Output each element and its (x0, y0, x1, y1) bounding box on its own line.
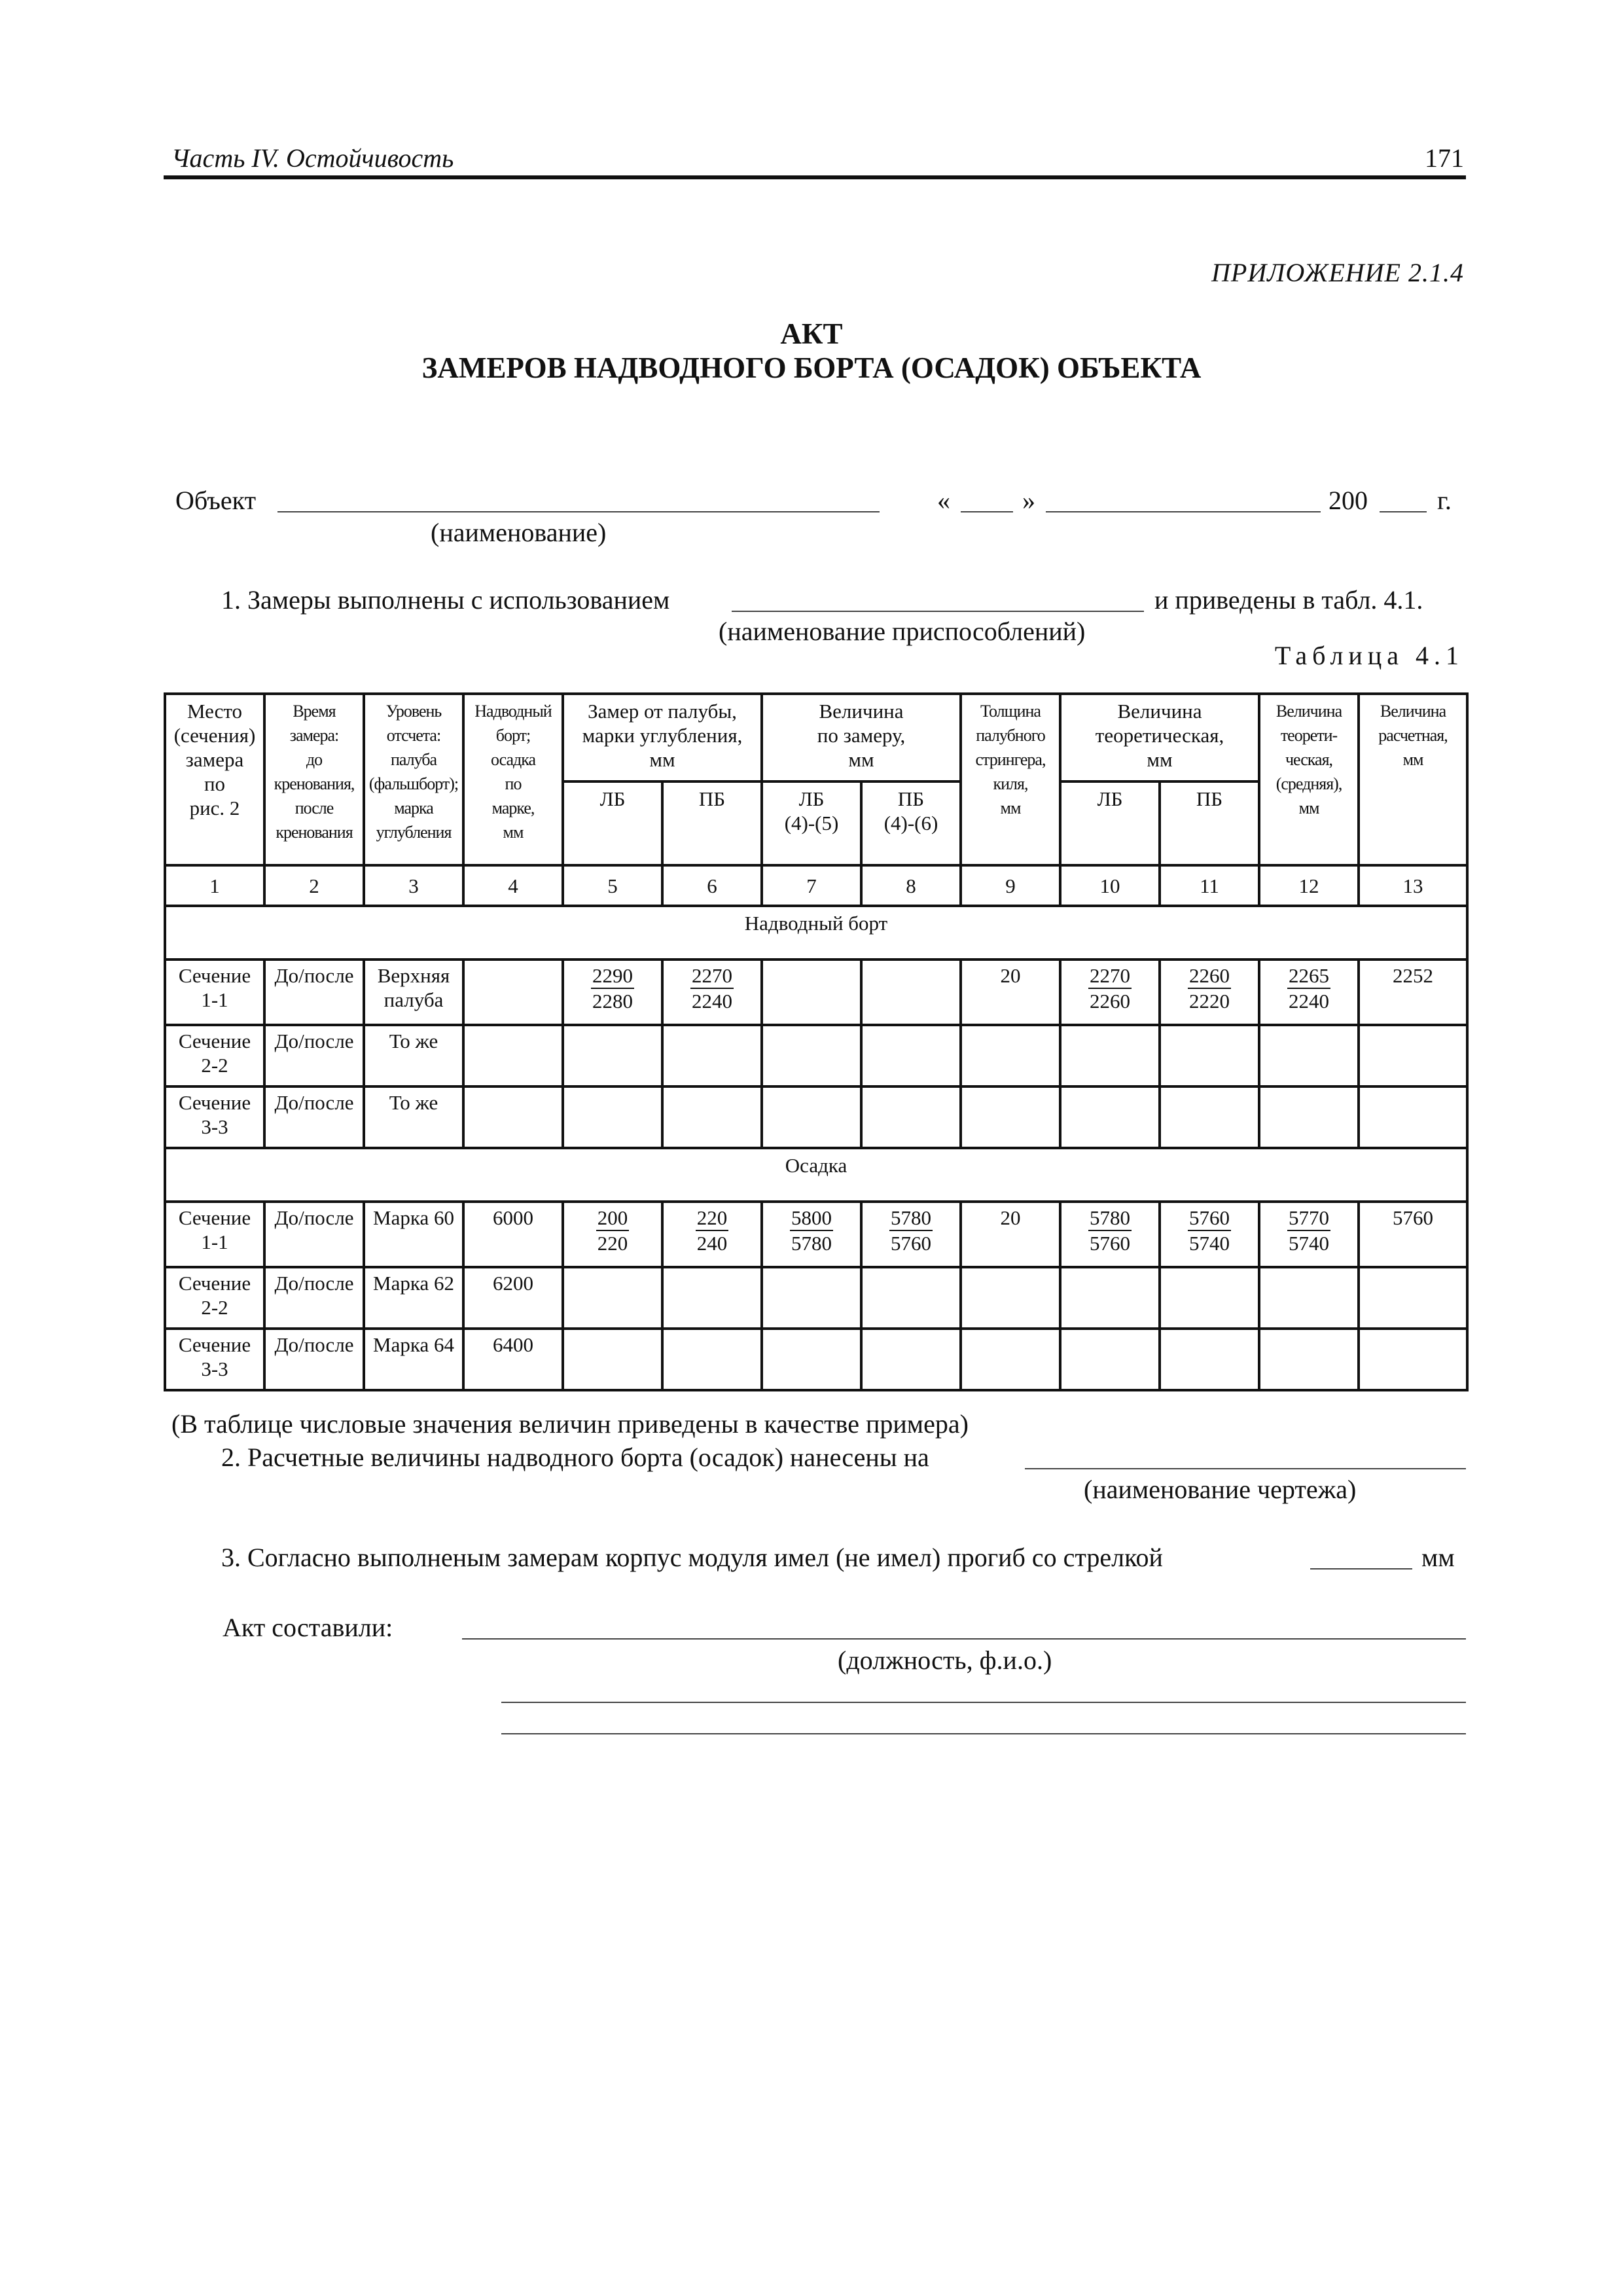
before-value: 220 (696, 1206, 729, 1231)
column-number: 6 (662, 865, 762, 906)
table-row (165, 1086, 1467, 1148)
cell-level[interactable] (364, 1267, 463, 1329)
after-value: 5760 (891, 1232, 931, 1255)
cell-c6[interactable] (662, 1025, 762, 1086)
cell-c7[interactable] (762, 1025, 861, 1086)
deflection-blank[interactable] (1310, 1568, 1412, 1570)
header-line: ЛБ (798, 787, 825, 810)
cell-level[interactable] (364, 1025, 463, 1086)
header-line: осадка (490, 750, 536, 769)
level-line: То же (389, 1091, 438, 1114)
cell-board[interactable] (463, 960, 563, 1025)
date-month-blank[interactable] (1046, 511, 1321, 512)
place-line: 2-2 (201, 1296, 228, 1319)
before-value: 2260 (1188, 963, 1231, 989)
header-line: замера (185, 748, 244, 771)
header-line: Место (187, 700, 243, 723)
header-line: замера: (289, 726, 339, 745)
place-line: 3-3 (201, 1115, 228, 1138)
instruments-blank[interactable] (732, 611, 1144, 612)
column-number: 5 (563, 865, 662, 906)
cell-c5[interactable] (563, 1267, 662, 1329)
after-value: 5780 (791, 1232, 832, 1255)
header-line: Величина (1380, 702, 1446, 721)
cell-c8[interactable] (861, 1329, 961, 1390)
cell-place[interactable] (165, 960, 264, 1025)
header-line: мм (503, 823, 524, 842)
fraction-value (591, 963, 634, 1013)
header-theoretical-value (1060, 694, 1259, 781)
fraction-value (1188, 963, 1231, 1013)
header-line: палуба (390, 750, 437, 769)
header-line: мм (1000, 798, 1021, 817)
header-pb-diff (861, 781, 961, 865)
cell-c13[interactable] (1359, 1267, 1467, 1329)
date-quote-close: » (1022, 486, 1035, 515)
cell-c11[interactable] (1160, 1329, 1259, 1390)
cell-c13[interactable] (1359, 1025, 1467, 1086)
cell-c13[interactable]: 2252 (1359, 960, 1467, 1025)
level-line: То же (389, 1030, 438, 1052)
cell-place[interactable] (165, 1086, 264, 1148)
cell-c7[interactable] (762, 1202, 861, 1267)
place-line: 1-1 (201, 1230, 228, 1253)
fraction-value (1088, 1206, 1132, 1255)
header-line: Толщина (980, 702, 1041, 721)
cell-time[interactable]: До/после (264, 1202, 364, 1267)
cell-c6[interactable] (662, 1267, 762, 1329)
cell-c5[interactable] (563, 1025, 662, 1086)
header-line: кренования (276, 823, 353, 842)
date-year-suffix: г. (1437, 486, 1452, 515)
cell-level[interactable] (364, 960, 463, 1025)
before-value: 5770 (1287, 1206, 1330, 1231)
before-value: 5800 (790, 1206, 833, 1231)
header-line: (фальшборт); (368, 774, 459, 793)
header-line: мм (649, 748, 675, 771)
section-freeboard-title: Надводный борт (165, 906, 1467, 960)
level-line: палуба (383, 988, 444, 1011)
after-value: 2260 (1090, 990, 1130, 1013)
header-line: после (294, 798, 334, 817)
cell-c8[interactable] (861, 1202, 961, 1267)
cell-c8[interactable] (861, 1025, 961, 1086)
date-day-blank[interactable] (961, 511, 1013, 512)
header-theoretical-avg (1259, 694, 1359, 865)
header-line: (4)-(6) (883, 812, 938, 834)
date-year-blank[interactable] (1380, 511, 1427, 512)
cell-c5[interactable] (563, 1086, 662, 1148)
cell-c10[interactable] (1060, 1025, 1160, 1086)
cell-c8[interactable] (861, 1267, 961, 1329)
after-value: 5740 (1289, 1232, 1330, 1255)
header-line: Уровень (385, 702, 442, 721)
header-freeboard (463, 694, 563, 865)
before-value: 2270 (690, 963, 734, 989)
header-line: стрингера, (975, 750, 1046, 769)
header-line: (сечения) (173, 724, 256, 747)
header-line: углубления (376, 823, 452, 842)
header-pb: ПБ (662, 781, 762, 865)
header-line: Надводный (474, 702, 552, 721)
cell-c5[interactable] (563, 960, 662, 1025)
document-title: АКТ (780, 317, 843, 350)
before-value: 2265 (1287, 963, 1330, 989)
cell-c9[interactable]: 20 (961, 1202, 1060, 1267)
cell-c8[interactable] (861, 960, 961, 1025)
cell-level[interactable] (364, 1202, 463, 1267)
header-rule (164, 175, 1466, 179)
after-value: 2240 (692, 990, 732, 1013)
header-line: марка (394, 798, 433, 817)
cell-c13[interactable] (1359, 1329, 1467, 1390)
place-line: Сечение (178, 1030, 251, 1052)
drawing-name-blank[interactable] (1025, 1468, 1466, 1469)
header-stringer-thickness (961, 694, 1060, 865)
cell-board[interactable] (463, 1025, 563, 1086)
signature-line-1[interactable] (462, 1638, 1466, 1640)
item1-tail: и приведены в табл. 4.1. (1154, 585, 1423, 615)
cell-c5[interactable] (563, 1202, 662, 1267)
level-line: Марка 62 (373, 1272, 454, 1295)
header-line: по (204, 772, 226, 795)
cell-c7[interactable] (762, 960, 861, 1025)
cell-c7[interactable] (762, 1267, 861, 1329)
place-line: Сечение (178, 1272, 251, 1295)
header-line: отсчета: (386, 726, 441, 745)
cell-time[interactable]: До/после (264, 1267, 364, 1329)
object-caption: (наименование) (431, 518, 607, 547)
table-row (165, 1202, 1467, 1267)
header-line: ческая, (1285, 750, 1333, 769)
fraction-value (690, 963, 734, 1013)
after-value: 2240 (1289, 990, 1330, 1013)
header-line: Величина (819, 700, 904, 723)
appendix-label: ПРИЛОЖЕНИЕ 2.1.4 (1211, 258, 1464, 287)
cell-c10[interactable] (1060, 1267, 1160, 1329)
cell-c7[interactable] (762, 1329, 861, 1390)
place-line: Сечение (178, 1333, 251, 1356)
cell-c11[interactable] (1160, 1086, 1259, 1148)
header-level (364, 694, 463, 865)
header-line: рис. 2 (189, 797, 240, 819)
header-theor-lb: ЛБ (1060, 781, 1160, 865)
header-line: палубного (976, 726, 1045, 745)
cell-c9[interactable] (961, 1086, 1060, 1148)
column-number: 4 (463, 865, 563, 906)
cell-c10[interactable] (1060, 1329, 1160, 1390)
column-number: 8 (861, 865, 961, 906)
cell-c12[interactable] (1259, 1025, 1359, 1086)
running-title: Часть IV. Остойчивость (171, 143, 454, 173)
cell-c11[interactable] (1160, 1025, 1259, 1086)
header-line: Величина (1117, 700, 1202, 723)
example-note: (В таблице числовые значения величин приведены в качестве примера) (171, 1409, 969, 1439)
signature-line-3[interactable] (501, 1733, 1466, 1734)
cell-place[interactable] (165, 1267, 264, 1329)
object-label: Объект (175, 486, 257, 515)
cell-level[interactable] (364, 1329, 463, 1390)
header-lb-diff (762, 781, 861, 865)
column-number: 12 (1259, 865, 1359, 906)
section-draft-title: Осадка (165, 1148, 1467, 1202)
item3-unit: мм (1421, 1543, 1455, 1572)
place-line: 3-3 (201, 1357, 228, 1380)
header-line: (4)-(5) (784, 812, 839, 834)
column-number: 10 (1060, 865, 1160, 906)
fraction-value (889, 1206, 933, 1255)
cell-c6[interactable] (662, 1086, 762, 1148)
table-row (165, 1329, 1467, 1390)
cell-c12[interactable] (1259, 1329, 1359, 1390)
after-value: 240 (696, 1232, 728, 1255)
cell-c10[interactable] (1060, 1202, 1160, 1267)
after-value: 220 (597, 1232, 628, 1255)
header-line: мм (1147, 748, 1173, 771)
fraction-value (696, 1206, 729, 1255)
cell-time[interactable]: До/после (264, 960, 364, 1025)
signatures-caption: (должность, ф.и.о.) (838, 1645, 1052, 1675)
cell-c10[interactable] (1060, 1086, 1160, 1148)
cell-c12[interactable] (1259, 1202, 1359, 1267)
level-line: Верхняя (377, 964, 450, 987)
place-line: Сечение (178, 964, 251, 987)
before-value: 5780 (1088, 1206, 1132, 1231)
column-number: 11 (1160, 865, 1259, 906)
before-value: 5760 (1188, 1206, 1231, 1231)
after-value: 2220 (1189, 990, 1230, 1013)
cell-c11[interactable] (1160, 960, 1259, 1025)
header-line: киля, (993, 774, 1028, 793)
cell-c13[interactable]: 5760 (1359, 1202, 1467, 1267)
cell-c6[interactable] (662, 1202, 762, 1267)
fraction-value (596, 1206, 630, 1255)
column-number: 7 (762, 865, 861, 906)
table-row (165, 1267, 1467, 1329)
cell-board[interactable]: 6000 (463, 1202, 563, 1267)
after-value: 5760 (1090, 1232, 1130, 1255)
fraction-value (1287, 1206, 1330, 1255)
place-line: Сечение (178, 1206, 251, 1229)
page-number: 171 (1425, 143, 1464, 173)
header-line: мм (1298, 798, 1319, 817)
after-value: 5740 (1189, 1232, 1230, 1255)
cell-c10[interactable] (1060, 960, 1160, 1025)
cell-c11[interactable] (1160, 1267, 1259, 1329)
cell-c12[interactable] (1259, 1086, 1359, 1148)
table-row (165, 960, 1467, 1025)
header-measured-value (762, 694, 961, 781)
drawing-caption: (наименование чертежа) (1084, 1475, 1357, 1504)
header-line: кренования, (274, 774, 355, 793)
level-line: Марка 60 (373, 1206, 454, 1229)
date-quote-open: « (937, 486, 950, 515)
header-line: Замер от палубы, (588, 700, 737, 723)
cell-c5[interactable] (563, 1329, 662, 1390)
measurements-table (164, 692, 1469, 1391)
column-number: 3 (364, 865, 463, 906)
header-lb: ЛБ (563, 781, 662, 865)
column-number: 1 (165, 865, 264, 906)
cell-board[interactable]: 6400 (463, 1329, 563, 1390)
header-line: теорети- (1280, 726, 1338, 745)
place-line: 2-2 (201, 1054, 228, 1077)
column-number: 9 (961, 865, 1060, 906)
header-line: расчетная, (1378, 726, 1448, 745)
cell-place[interactable] (165, 1025, 264, 1086)
header-deck-measure (563, 694, 762, 781)
header-time (264, 694, 364, 865)
after-value: 2280 (592, 990, 633, 1013)
date-year: 200 (1329, 486, 1368, 515)
place-line: Сечение (178, 1091, 251, 1114)
cell-c9[interactable] (961, 1025, 1060, 1086)
header-line: до (306, 750, 323, 769)
cell-c11[interactable] (1160, 1202, 1259, 1267)
signature-line-2[interactable] (501, 1702, 1466, 1703)
signatures-label: Акт составили: (223, 1613, 393, 1642)
cell-c13[interactable] (1359, 1086, 1467, 1148)
header-line: по (505, 774, 522, 793)
cell-c8[interactable] (861, 1086, 961, 1148)
header-line: мм (848, 748, 874, 771)
header-line: марке, (491, 798, 535, 817)
cell-time[interactable]: До/после (264, 1329, 364, 1390)
cell-level[interactable] (364, 1086, 463, 1148)
cell-place[interactable] (165, 1329, 264, 1390)
fraction-value (1188, 1206, 1231, 1255)
fraction-value (1287, 963, 1330, 1013)
fraction-value (790, 1206, 833, 1255)
item1-text: 1. Замеры выполнены с использованием (221, 585, 670, 615)
cell-c9[interactable] (961, 1329, 1060, 1390)
header-line: ПБ (897, 787, 925, 810)
item2-text: 2. Расчетные величины надводного борта (осадок) нанесены на (221, 1443, 929, 1472)
document-subtitle: ЗАМЕРОВ НАДВОДНОГО БОРТА (ОСАДОК) ОБЪЕКТА (421, 351, 1202, 384)
cell-c12[interactable] (1259, 960, 1359, 1025)
cell-c9[interactable] (961, 1267, 1060, 1329)
before-value: 200 (596, 1206, 630, 1231)
cell-time[interactable]: До/после (264, 1025, 364, 1086)
header-line: марки углубления, (582, 724, 743, 747)
header-place (165, 694, 264, 865)
cell-c6[interactable] (662, 1329, 762, 1390)
cell-c6[interactable] (662, 960, 762, 1025)
header-line: Время (293, 702, 336, 721)
column-number: 13 (1359, 865, 1467, 906)
before-value: 5780 (889, 1206, 933, 1231)
header-line: по замеру, (817, 724, 906, 747)
cell-c12[interactable] (1259, 1267, 1359, 1329)
item3-text: 3. Согласно выполненым замерам корпус модуля имел (не имел) прогиб со стрелкой (221, 1543, 1163, 1572)
cell-c7[interactable] (762, 1086, 861, 1148)
header-line: борт; (495, 726, 531, 745)
cell-board[interactable]: 6200 (463, 1267, 563, 1329)
object-name-blank[interactable] (277, 511, 880, 512)
cell-time[interactable]: До/после (264, 1086, 364, 1148)
cell-place[interactable] (165, 1202, 264, 1267)
header-theor-pb: ПБ (1160, 781, 1259, 865)
table-row (165, 1025, 1467, 1086)
header-line: мм (1402, 750, 1423, 769)
fraction-value (1088, 963, 1132, 1013)
place-line: 1-1 (201, 988, 228, 1011)
column-number-row (165, 865, 1467, 906)
header-calculated-value (1359, 694, 1467, 865)
header-line: Величина (1275, 702, 1342, 721)
column-number: 2 (264, 865, 364, 906)
header-line: (средняя), (1275, 774, 1342, 793)
table-caption: Таблица 4.1 (1274, 641, 1464, 670)
header-line: теоретическая, (1095, 724, 1224, 747)
before-value: 2290 (591, 963, 634, 989)
cell-c9[interactable]: 20 (961, 960, 1060, 1025)
level-line: Марка 64 (373, 1333, 454, 1356)
cell-board[interactable] (463, 1086, 563, 1148)
before-value: 2270 (1088, 963, 1132, 989)
instruments-caption: (наименование приспособлений) (719, 617, 1086, 646)
